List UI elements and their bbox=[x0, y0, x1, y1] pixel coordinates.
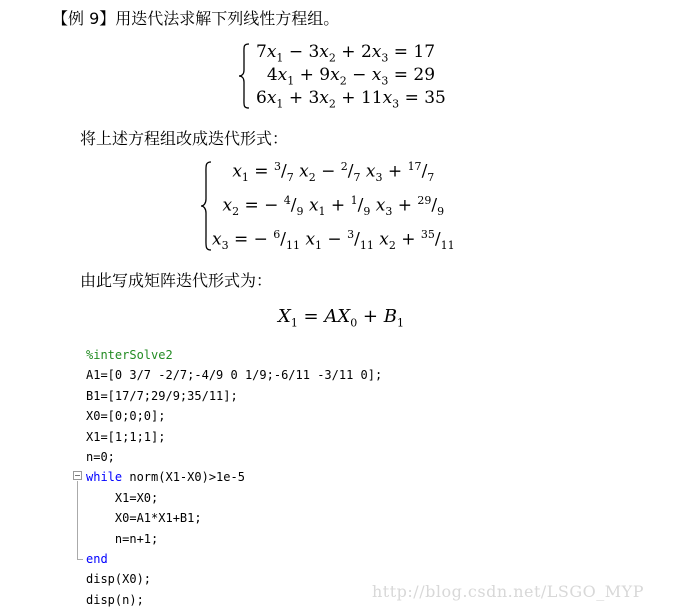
code-line: disp(n); bbox=[86, 592, 144, 607]
watermark-url: http://blog.csdn.net/LSGO_MYP bbox=[372, 582, 644, 601]
equation-1: $7x_1 - 3x_2 + 2x_3 = 17$ bbox=[256, 42, 436, 65]
code-line: B1=[17/7;29/9;35/11]; bbox=[86, 388, 238, 403]
equation-3: $6x_1 + 3x_2 + 11x_3 = 35$ bbox=[256, 87, 446, 110]
matrix-equation: $X_1 = AX_0 + B_1$ bbox=[278, 306, 404, 330]
code-line: X1=X0; bbox=[86, 490, 159, 505]
code-line-while: while norm(X1-X0)>1e-5 bbox=[86, 470, 245, 485]
paragraph-matrix-form: 由此写成矩阵迭代形式为： bbox=[80, 271, 273, 290]
code-line-end: end bbox=[86, 551, 108, 566]
keyword-while: while bbox=[86, 470, 123, 485]
code-line: n=0; bbox=[86, 449, 115, 464]
fold-guide-line bbox=[77, 481, 78, 560]
left-brace bbox=[238, 42, 250, 110]
equation-system-original bbox=[238, 42, 446, 110]
code-line: X1=[1;1;1]; bbox=[86, 429, 166, 444]
code-fold-toggle-icon[interactable] bbox=[73, 471, 82, 480]
equation-2: $4x_1 + 9x_2 - x_3 = 29$ bbox=[266, 64, 436, 88]
iter-equation-1: $x_1 = ^3/_7$ $x_2 - ^2/_7$ $x_3 + ^{17}/_7$ bbox=[232, 160, 435, 185]
code-line-comment: %interSolve2 bbox=[86, 348, 173, 362]
fold-guide-end bbox=[77, 559, 83, 560]
code-line: n=n+1; bbox=[86, 531, 159, 546]
code-line: X0=[0;0;0]; bbox=[86, 409, 166, 424]
iter-equation-2: $x_2$ = − $^4/_9$ $x_1 + ^1/_9$ $x_3 + ^{29}/_9$ bbox=[222, 193, 445, 219]
matlab-code-block bbox=[86, 345, 382, 610]
code-line: disp(X0); bbox=[86, 572, 152, 587]
code-line: X0=A1*X1+B1; bbox=[86, 511, 202, 526]
iter-equation-3: $x_3$ = − $^6/_{11}$ $x_1 - ^3/_{11}$ $x_2 + ^{35}/_{11}$ bbox=[212, 227, 455, 252]
equation-system-iterative bbox=[200, 160, 455, 252]
example-title: 【例 9】用迭代法求解下列线性方程组。 bbox=[52, 9, 340, 28]
code-line: A1=[0 3/7 -2/7;-4/9 0 1/9;-6/11 -3/11 0]; bbox=[86, 368, 383, 383]
paragraph-iteration-form: 将上述方程组改成迭代形式： bbox=[80, 129, 289, 148]
left-brace bbox=[200, 160, 212, 252]
